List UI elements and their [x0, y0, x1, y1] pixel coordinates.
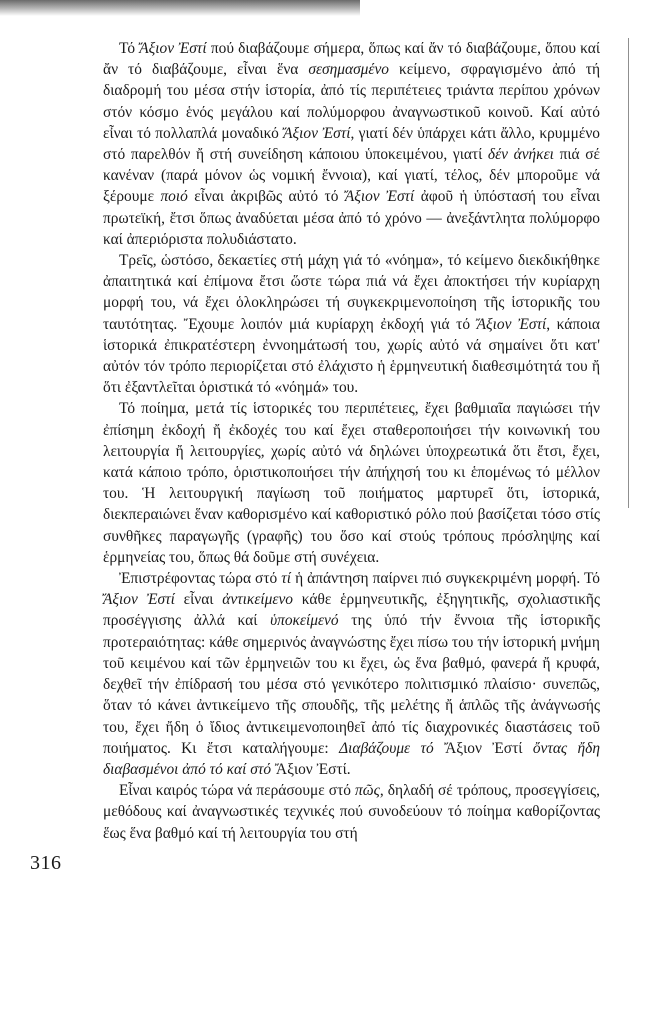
paragraph-1	[103, 38, 600, 250]
italic-text-segment: Ἄξιον Ἐστί	[344, 188, 415, 206]
text-segment: ἡ ἀπάντηση παίρνει πιό συγκεκριμένη μορφή. Τό	[291, 570, 600, 588]
text-segment: πιά σέ κανέναν (παρά μόνον ὡς νομική ἔννοια), καί γιατί, τέλος, δέν μποροῦμε νά ξέρουμε	[103, 146, 600, 206]
text-segment: της ὑπό τήν ἔννοια τῆς ἱστορικῆς προτεραιότητας: κάθε σημερινός ἀναγνώστης ἔχει πίσω του τήν ἱστορική μνήμη τοῦ κειμένου καί τῶν ἑρμηνειῶν του κι ἔχει, ὡς ἕνα βαθμό, φανερά ἤ κρυφά, δεχθεῖ τήν ἐπίδρασή του μέσα στό γενικότερο πολιτισμικό πλαίσιο· συνεπῶς, ὅταν τό κάνει ἀντικείμενο τῆς σπουδῆς, τῆς μελέτης ἤ ἁπλῶς τῆς ἀνάγνωσής του, ἔχει ἤδη ὁ ἴδιος ἀντικειμενοποιηθεῖ ἀπό τίς διαχρονικές διαστάσεις τοῦ ποιήματος. Κι ἔτσι καταλήγουμε:	[103, 612, 600, 757]
scan-edge-shadow	[0, 0, 360, 16]
body-text	[103, 38, 600, 844]
italic-text-segment: σεσημασμένο	[308, 61, 389, 79]
italic-text-segment: ἀντικείμενο	[222, 591, 293, 609]
text-segment: κείμενο, σφραγισμένο ἀπό τή διαδρομή του μέσα στήν ἱστορία, ἀπό τίς περιπέτειες τριάντα περίπου χρόνων στόν κόσμο ἑνός μεγάλου καί πολύμορφου ἀναγνωστικοῦ κοινοῦ. Καί αὐτό εἶναι τό πολλαπλά μοναδικό	[103, 61, 601, 142]
italic-text-segment: ποιό	[160, 188, 188, 206]
italic-text-segment: Διαβάζουμε τό	[339, 739, 434, 757]
italic-text-segment: Ἄξιον Ἐστί	[103, 591, 175, 609]
italic-text-segment: Ἄξιον Ἐστί	[476, 315, 547, 333]
text-segment: κάθε ἑρμηνευτικῆς, ἐξηγητικῆς, σχολιαστικῆς προσέγγισης ἀλλά καί	[103, 591, 601, 630]
italic-text-segment: ὑποκείμενό	[270, 612, 339, 630]
text-segment: εἶναι	[174, 591, 223, 609]
text-segment: ἀφοῦ ἡ ὑπόστασή του εἶναι πρωτεϊκή, ἔτσι ὅπως ἀναδύεται μέσα ἀπό τό χρόνο — ἀνεξάντλητα πολύμορφο καί ἀπεριόριστα πολυδιάστατο.	[103, 188, 600, 248]
text-segment: Ἄξιον Ἐστί	[433, 739, 533, 757]
text-segment: Ἄξιον Ἐστί.	[271, 760, 351, 778]
text-segment: εἶναι ἀκριβῶς αὐτό τό	[187, 188, 345, 206]
text-segment: Τό ποίημα, μετά τίς ἱστορικές του περιπέτειες, ἔχει βαθμιαῖα παγιώσει τήν ἐπίσημη ἐκδοχή ἤ ἐκδοχές του καί ἔχει σταθεροποιήσει τήν κοινωνική του λειτουργία ἤ λειτουργίες, χωρίς αὐτό νά δηλώνει ὑποχρεωτικά ὅτι ἔτσι, ἔχει, κατά κάποιο τρόπο, ὁριστικοποιήσει τήν ἀπήχησή του κι ἑπομένως τό μέλλον του. Ἡ λειτουργική παγίωση τοῦ ποιήματος μαρτυρεῖ ὅτι, ἱστορικά, διεκπεραιώνει ἕναν καθορισμένο καί καθοριστικό ρόλο πού βασίζεται τόσο στίς συνθῆκες παραγωγῆς (γραφῆς) του ὅσο καί στούς τρόπους πρόσληψης καί ἑρμηνείας του, ὅπως θά δοῦμε στή συνέχεια.	[103, 400, 600, 566]
text-segment: , γιατί δέν ὑπάρχει κάτι ἄλλο, κρυμμένο στό παρελθόν ἤ στή συνείδηση κάποιου ὑποκειμένου, γιατί	[103, 124, 600, 164]
italic-text-segment: ὄντας ἤδη διαβασμένοι ἀπό τό καί στό	[103, 739, 600, 778]
paragraph-4	[103, 568, 600, 780]
paragraph-3	[103, 398, 600, 568]
text-segment: Ἐπιστρέφοντας τώρα στό	[119, 570, 282, 588]
paragraph-5	[103, 780, 600, 844]
text-segment: Τό	[119, 40, 140, 57]
text-segment: πού διαβάζουμε σήμερα, ὅπως καί ἄν τό διαβάζουμε, ὅπου καί ἄν τό διαβάζουμε, εἶναι ἕνα	[103, 40, 601, 79]
paragraph-2	[103, 250, 600, 398]
italic-text-segment: δέν ἀνήκει	[487, 146, 554, 164]
italic-text-segment: Ἄξιον Ἐστί	[283, 124, 351, 142]
page-number: 316	[30, 852, 62, 874]
italic-text-segment: Ἄξιον Ἐστί	[139, 40, 207, 57]
text-segment: Εἶναι καιρός τώρα νά περάσουμε στό	[119, 782, 356, 800]
margin-rule	[628, 38, 629, 508]
text-segment: , κάποια ἱστορικά ἐπικρατέστερη ἐννοημάτωσή του, χωρίς αὐτό νά σημαίνει ὅτι κατ' αὐτόν τόν τρόπο περιορίζεται στό ἐλάχιστο ἡ ἑρμηνευτική διαθεσιμότητά του ἤ ὅτι ἐξαντλεῖται ὁριστικά τό «νόημά» του.	[103, 315, 600, 397]
text-segment: Τρεῖς, ὡστόσο, δεκαετίες στή μάχη γιά τό «νόημα», τό κείμενο διεκδικήθηκε ἀπαιτητικά καί ἐπίμονα ἔτσι ὥστε τώρα πιά νά ἔχει ἀποκτήσει τήν κυρίαρχη μορφή του, νά ἔχει ὁλοκληρώσει τή συγκεκριμενοποίηση τῆς ἱστορικῆς του ταυτότητας. Ἔχουμε λοιπόν μιά κυρίαρχη ἐκδοχή γιά τό	[103, 252, 600, 333]
text-segment: , δηλαδή σέ τρόπους, προσεγγίσεις, μεθόδους καί ἀναγνωστικές τεχνικές πού συνοδεύουν τό ποίημα καθορίζοντας ἕως ἕνα βαθμό καί τή λειτουργία του στή	[103, 782, 600, 842]
italic-text-segment: πῶς	[355, 782, 380, 800]
italic-text-segment: τί	[281, 570, 292, 588]
